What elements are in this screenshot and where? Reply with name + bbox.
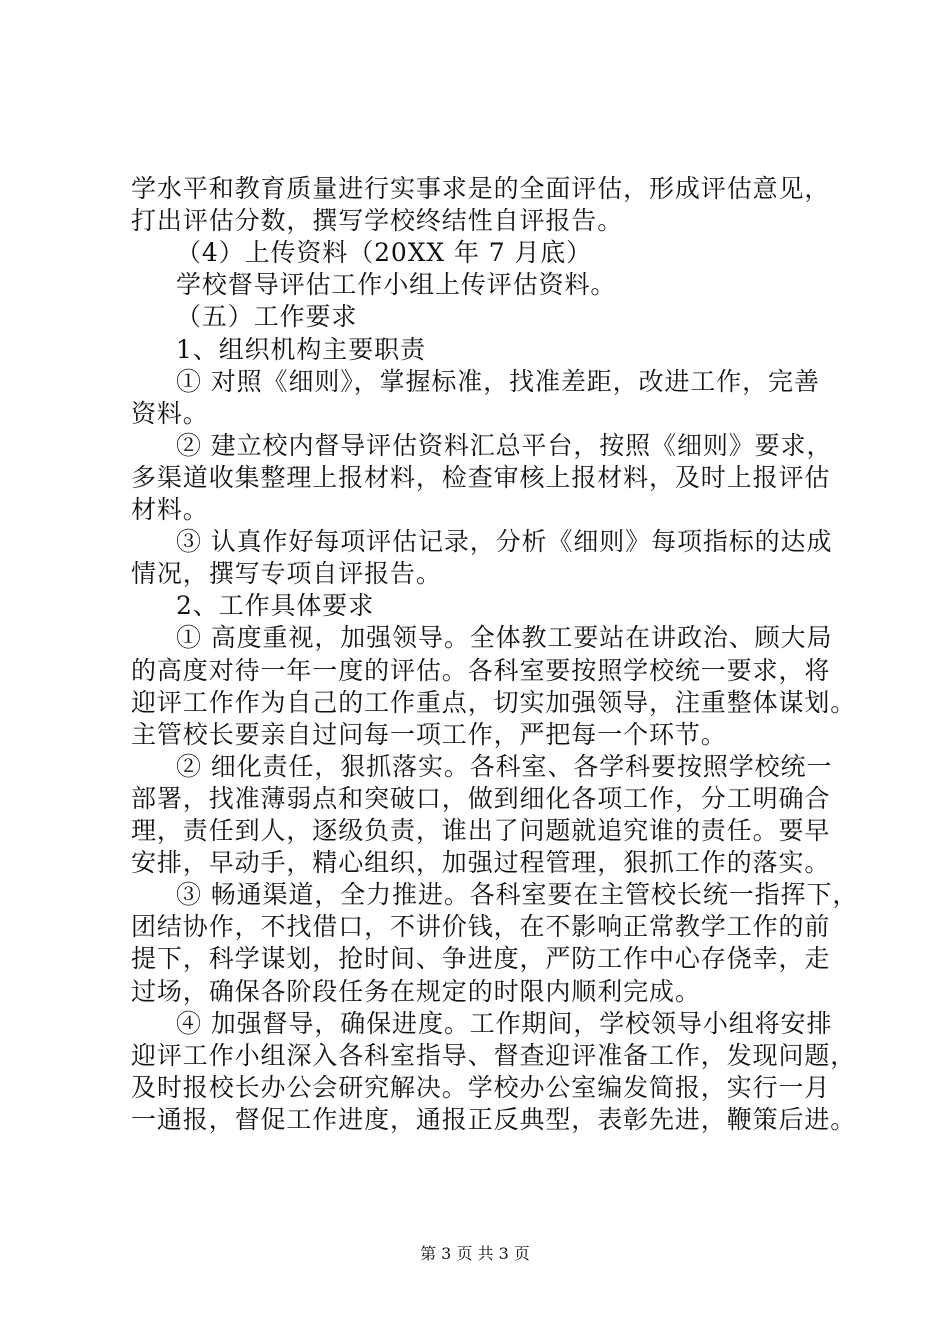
text-line: 打出评估分数，撰写学校终结性自评报告。 [131, 206, 624, 236]
text-line: 提下，科学谋划，抢时间、争进度，严防工作中心存侥幸，走 [131, 944, 831, 974]
text-line: ④ 加强督导，确保进度。工作期间，学校领导小组将安排 [176, 1008, 833, 1038]
text-line: 主管校长要亲自过问每一项工作，严把每一个环节。 [131, 719, 727, 749]
text-line: （4）上传资料（20XX 年 7 月底） [176, 238, 593, 268]
text-line: 迎评工作作为自己的工作重点，切实加强领导，注重整体谋划。 [131, 687, 857, 717]
text-line: ③ 畅通渠道，全力推进。各科室要在主管校长统一指挥下， [176, 880, 859, 910]
text-line: 安排，早动手，精心组织，加强过程管理，狠抓工作的落实。 [131, 848, 831, 878]
text-line: 学校督导评估工作小组上传评估资料。 [176, 270, 617, 300]
text-line: ① 高度重视，加强领导。全体教工要站在讲政治、顾大局 [176, 623, 833, 653]
text-line: 材料。 [131, 495, 209, 524]
text-line: 部署，找准薄弱点和突破口，做到细化各项工作，分工明确合 [131, 783, 831, 813]
text-line: 多渠道收集整理上报材料，检查审核上报材料，及时上报评估 [131, 462, 831, 492]
text-line: 1、组织机构主要职责 [176, 334, 426, 364]
text-line: ① 对照《细则》，掌握标准，找准差距，改进工作，完善 [176, 366, 820, 396]
text-line: ② 细化责任，狠抓落实。各科室、各学科要按照学校统一 [176, 751, 833, 781]
text-line: 资料。 [131, 398, 209, 428]
text-line: 情况，撰写专项自评报告。 [131, 559, 442, 589]
text-line: 过场，确保各阶段任务在规定的时限内顺利完成。 [131, 976, 701, 1006]
page-footer: 第 3 页 共 3 页 [420, 1244, 530, 1263]
text-line: （五）工作要求 [176, 302, 358, 332]
text-line: 理，责任到人，逐级负责，谁出了问题就追究谁的责任。要早 [131, 816, 831, 845]
text-line: 及时报校长办公会研究解决。学校办公室编发简报，实行一月 [131, 1072, 831, 1102]
text-line: ③ 认真作好每项评估记录，分析《细则》每项指标的达成 [176, 527, 833, 557]
text-line: 一通报，督促工作进度，通报正反典型，表彰先进，鞭策后进。 [131, 1104, 857, 1134]
text-line: 团结协作，不找借口，不讲价钱，在不影响正常教学工作的前 [131, 912, 831, 942]
text-line: 迎评工作小组深入各科室指导、督查迎评准备工作，发现问题， [131, 1040, 857, 1070]
text-line: 2、工作具体要求 [176, 591, 375, 621]
text-line: 学水平和教育质量进行实事求是的全面评估，形成评估意见， [131, 174, 831, 203]
text-line: ② 建立校内督导评估资料汇总平台，按照《细则》要求， [176, 430, 833, 460]
text-line: 的高度对待一年一度的评估。各科室要按照学校统一要求，将 [131, 655, 831, 685]
